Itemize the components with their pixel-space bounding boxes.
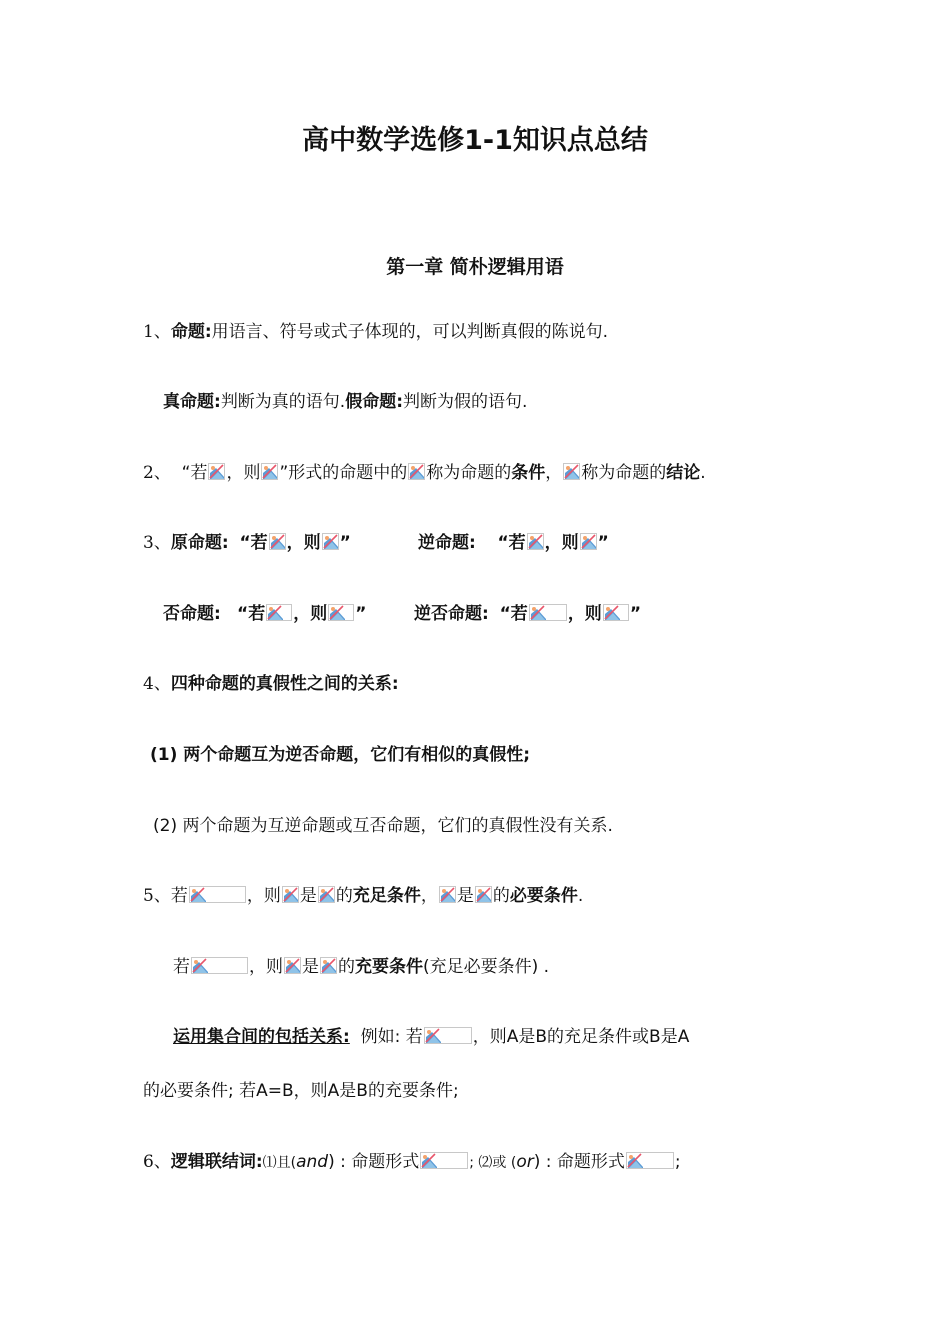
text: or (516, 1152, 534, 1172)
text: “若 (237, 604, 266, 624)
broken-image-icon (284, 957, 301, 974)
text: and (296, 1152, 329, 1172)
text: ; (674, 1152, 681, 1172)
text: ” (339, 533, 351, 553)
text: 若 (170, 886, 188, 906)
text: ; ⑵或 ( (469, 1155, 517, 1171)
item-number: 4、 (143, 674, 171, 694)
list-item: (2) 两个命题为互逆命题或互否命题，它们的真假性没有关系. (153, 816, 613, 836)
text: 的 (492, 886, 510, 906)
text: ，则 (226, 463, 261, 483)
text: . (700, 463, 706, 483)
definition-text: 判断为真的语句. (220, 392, 346, 412)
list-item: (1) 两个命题互为逆否命题，它们有相似的真假性; (150, 745, 531, 765)
broken-image-icon (189, 886, 246, 903)
section-1 (143, 320, 608, 344)
text: ，则A是B的充足条件或B是A (472, 1027, 690, 1047)
section-3-line2 (163, 602, 366, 626)
text: ， (545, 463, 563, 483)
text: ” (355, 604, 367, 624)
term-logical-connective: 逻辑联结词: (170, 1152, 263, 1172)
broken-image-icon (424, 1027, 472, 1044)
text: 例如: 若 (360, 1027, 423, 1047)
text: ”形式的命题中的 (279, 463, 408, 483)
broken-image-icon (282, 886, 299, 903)
term-proposition: 命题: (170, 322, 212, 342)
item-number: 5、 (143, 886, 171, 906)
broken-image-icon (439, 886, 456, 903)
text: “若 (499, 604, 528, 624)
page-title: 高中数学选修1-1知识点总结 (302, 125, 648, 156)
text: 的 (335, 886, 353, 906)
item-number: 3、 (143, 533, 171, 553)
broken-image-icon (191, 957, 248, 974)
text: ，则 (293, 604, 328, 624)
text: 的 (338, 957, 355, 977)
section-3-line1 (143, 531, 351, 555)
broken-image-icon (408, 463, 425, 480)
term-false-proposition: 假命题: (345, 392, 404, 412)
section-6 (143, 1150, 681, 1175)
term-inverse-proposition: 否命题: (163, 604, 221, 624)
text: 是 (302, 957, 319, 977)
text: ⑴且( (262, 1155, 297, 1171)
set-inclusion-label: 运用集合间的包括关系: (173, 1027, 350, 1047)
text: . (577, 886, 584, 906)
text: ，则 (286, 533, 321, 553)
term-condition: 条件 (511, 463, 546, 483)
broken-image-icon (320, 957, 337, 974)
section-5-line3 (173, 1025, 689, 1049)
text: 的必要条件; 若A=B，则A是B的充要条件; (143, 1081, 459, 1101)
term-necessary-condition: 必要条件 (509, 886, 578, 906)
text: (充足必要条件) . (423, 957, 550, 977)
term-necessary-sufficient-condition: 充要条件 (355, 957, 423, 977)
text: ，则 (544, 533, 579, 553)
broken-image-icon (563, 463, 580, 480)
chapter-heading: 第一章 简朴逻辑用语 (386, 256, 564, 278)
term-sufficient-condition: 充足条件 (352, 886, 421, 906)
broken-image-icon (266, 604, 292, 621)
term-original-proposition: 原命题: (170, 533, 229, 553)
section-2 (143, 461, 706, 485)
text: 是 (299, 886, 317, 906)
broken-image-icon (626, 1152, 674, 1169)
broken-image-icon (475, 886, 492, 903)
text: 称为命题的 (426, 463, 512, 483)
term-converse-proposition: 逆命题: (418, 533, 476, 553)
section-4-item1 (150, 743, 530, 767)
section-3-contrapositive (414, 602, 641, 626)
definition-text: 判断为假的语句. (403, 392, 528, 412)
text: ) : 命题形式 (533, 1152, 625, 1172)
section-5-line2 (173, 955, 549, 979)
term-true-proposition: 真命题: (163, 392, 221, 412)
section-4-item2 (153, 814, 613, 838)
term-conclusion: 结论 (666, 463, 701, 483)
broken-image-icon (420, 1152, 468, 1169)
text: ) : 命题形式 (328, 1152, 420, 1172)
text: “若 (181, 463, 208, 483)
term-contrapositive: 逆否命题: (414, 604, 489, 624)
text: ” (597, 533, 609, 553)
section-3-converse (418, 531, 609, 555)
section-4 (143, 672, 399, 696)
broken-image-icon (328, 604, 354, 621)
section-heading: 四种命题的真假性之间的关系: (170, 674, 399, 694)
broken-image-icon (261, 463, 278, 480)
text: 若 (173, 957, 190, 977)
text: ，则 (246, 886, 281, 906)
text: “若 (497, 533, 526, 553)
broken-image-icon (580, 533, 597, 550)
broken-image-icon (603, 604, 629, 621)
section-5-line4 (143, 1079, 459, 1103)
text: ，则 (249, 957, 283, 977)
text: 称为命题的 (581, 463, 667, 483)
broken-image-icon (208, 463, 225, 480)
broken-image-icon (269, 533, 286, 550)
broken-image-icon (318, 886, 335, 903)
text: ，则 (567, 604, 602, 624)
broken-image-icon (322, 533, 339, 550)
definition-text: 用语言、符号或式子体现的，可以判断真假的陈说句. (211, 322, 609, 342)
section-1b (163, 390, 527, 414)
text: ， (420, 886, 438, 906)
item-number: 6、 (143, 1152, 171, 1172)
text: 是 (456, 886, 474, 906)
broken-image-icon (529, 604, 567, 621)
text: ” (629, 604, 641, 624)
item-number: 1、 (143, 322, 171, 342)
text: “若 (239, 533, 268, 553)
broken-image-icon (527, 533, 544, 550)
item-number: 2、 (143, 463, 171, 483)
section-5 (143, 884, 583, 908)
